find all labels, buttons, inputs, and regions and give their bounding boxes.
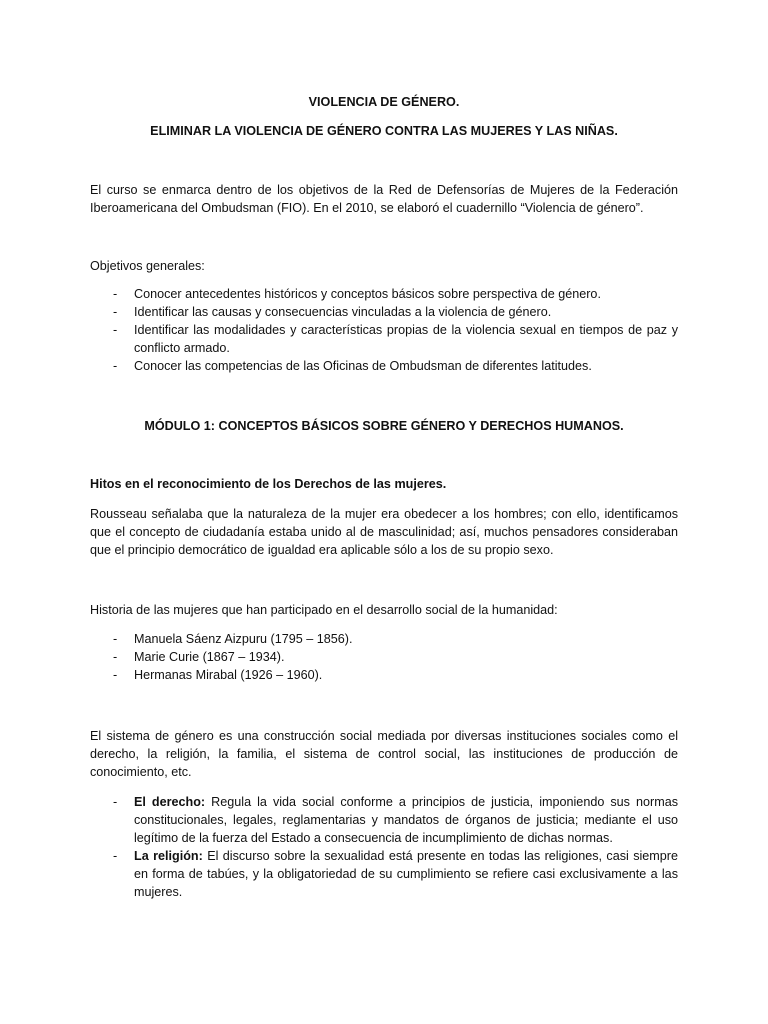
objectives-heading: Objetivos generales: [90,259,205,273]
document-title: VIOLENCIA DE GÉNERO. [308,95,460,109]
intro-paragraph: El curso se enmarca dentro de los objetivos de la Red de Defensorías de Mujeres de la Federación Iberoamericana del Ombudsman (FIO). En el 2010, se elaboró el cuadernillo “Violencia de género”. [90,183,678,215]
objectives-list [90,285,678,375]
milestones-paragraph: Rousseau señalaba que la naturaleza de la mujer era obedecer a los hombres; con ello, identificamos que el concepto de ciudadanía estaba unido al de masculinidad; así, muchos pensadores consideraban que el principio democrático de igualdad era aplicable sólo a los de su propio sexo. [90,507,678,557]
list-item: - El derecho: Regula la vida social conforme a principios de justicia, imponiendo sus normas constitucionales, legales, reglamentarias y mandatos de órganos de justicia; mediante el uso legítimo de la fuerza del Estado a consecuencia de incumplimiento de dichas normas. [113,795,678,845]
history-list [90,630,678,684]
list-item: - Identificar las modalidades y características propias de la violencia sexual en tiempos de paz y conflicto armado. [113,323,678,355]
bullet-dash: - [113,305,118,319]
bullet-dash: - [113,632,118,646]
module-title: MÓDULO 1: CONCEPTOS BÁSICOS SOBRE GÉNERO Y DERECHOS HUMANOS. [144,419,624,433]
bullet-dash: - [113,323,118,337]
bullet-dash: - [113,795,118,809]
list-item: - Conocer antecedentes históricos y conceptos básicos sobre perspectiva de género. [113,287,601,301]
document-subtitle: ELIMINAR LA VIOLENCIA DE GÉNERO CONTRA LAS MUJERES Y LAS NIÑAS. [150,124,618,138]
term-label: El derecho: [134,795,206,809]
bullet-dash: - [113,849,118,863]
bullet-dash: - [113,650,118,664]
gender-system-paragraph: El sistema de género es una construcción social mediada por diversas instituciones sociales como el derecho, la religión, la familia, el sistema de control social, las instituciones de producción de conocimiento, etc. [90,729,678,779]
list-item: - La religión: El discurso sobre la sexualidad está presente en todas las religiones, casi siempre en forma de tabúes, y la obligatoriedad de su cumplimiento se refiere casi exclusivamente a las mujeres. [113,849,678,899]
history-heading: Historia de las mujeres que han participado en el desarrollo social de la humanidad: [90,603,558,617]
term-label: La religión: [134,849,203,863]
bullet-dash: - [113,287,118,301]
list-item: - Hermanas Mirabal (1926 – 1960). [113,668,323,682]
list-item: - Manuela Sáenz Aizpuru (1795 – 1856). [113,632,353,646]
list-item: - Marie Curie (1867 – 1934). [113,650,285,664]
institutions-list [90,793,678,901]
bullet-dash: - [113,668,118,682]
list-item: - Conocer las competencias de las Oficinas de Ombudsman de diferentes latitudes. [113,359,592,373]
list-item: - Identificar las causas y consecuencias vinculadas a la violencia de género. [113,305,552,319]
milestones-heading: Hitos en el reconocimiento de los Derechos de las mujeres. [90,477,447,491]
bullet-dash: - [113,359,118,373]
